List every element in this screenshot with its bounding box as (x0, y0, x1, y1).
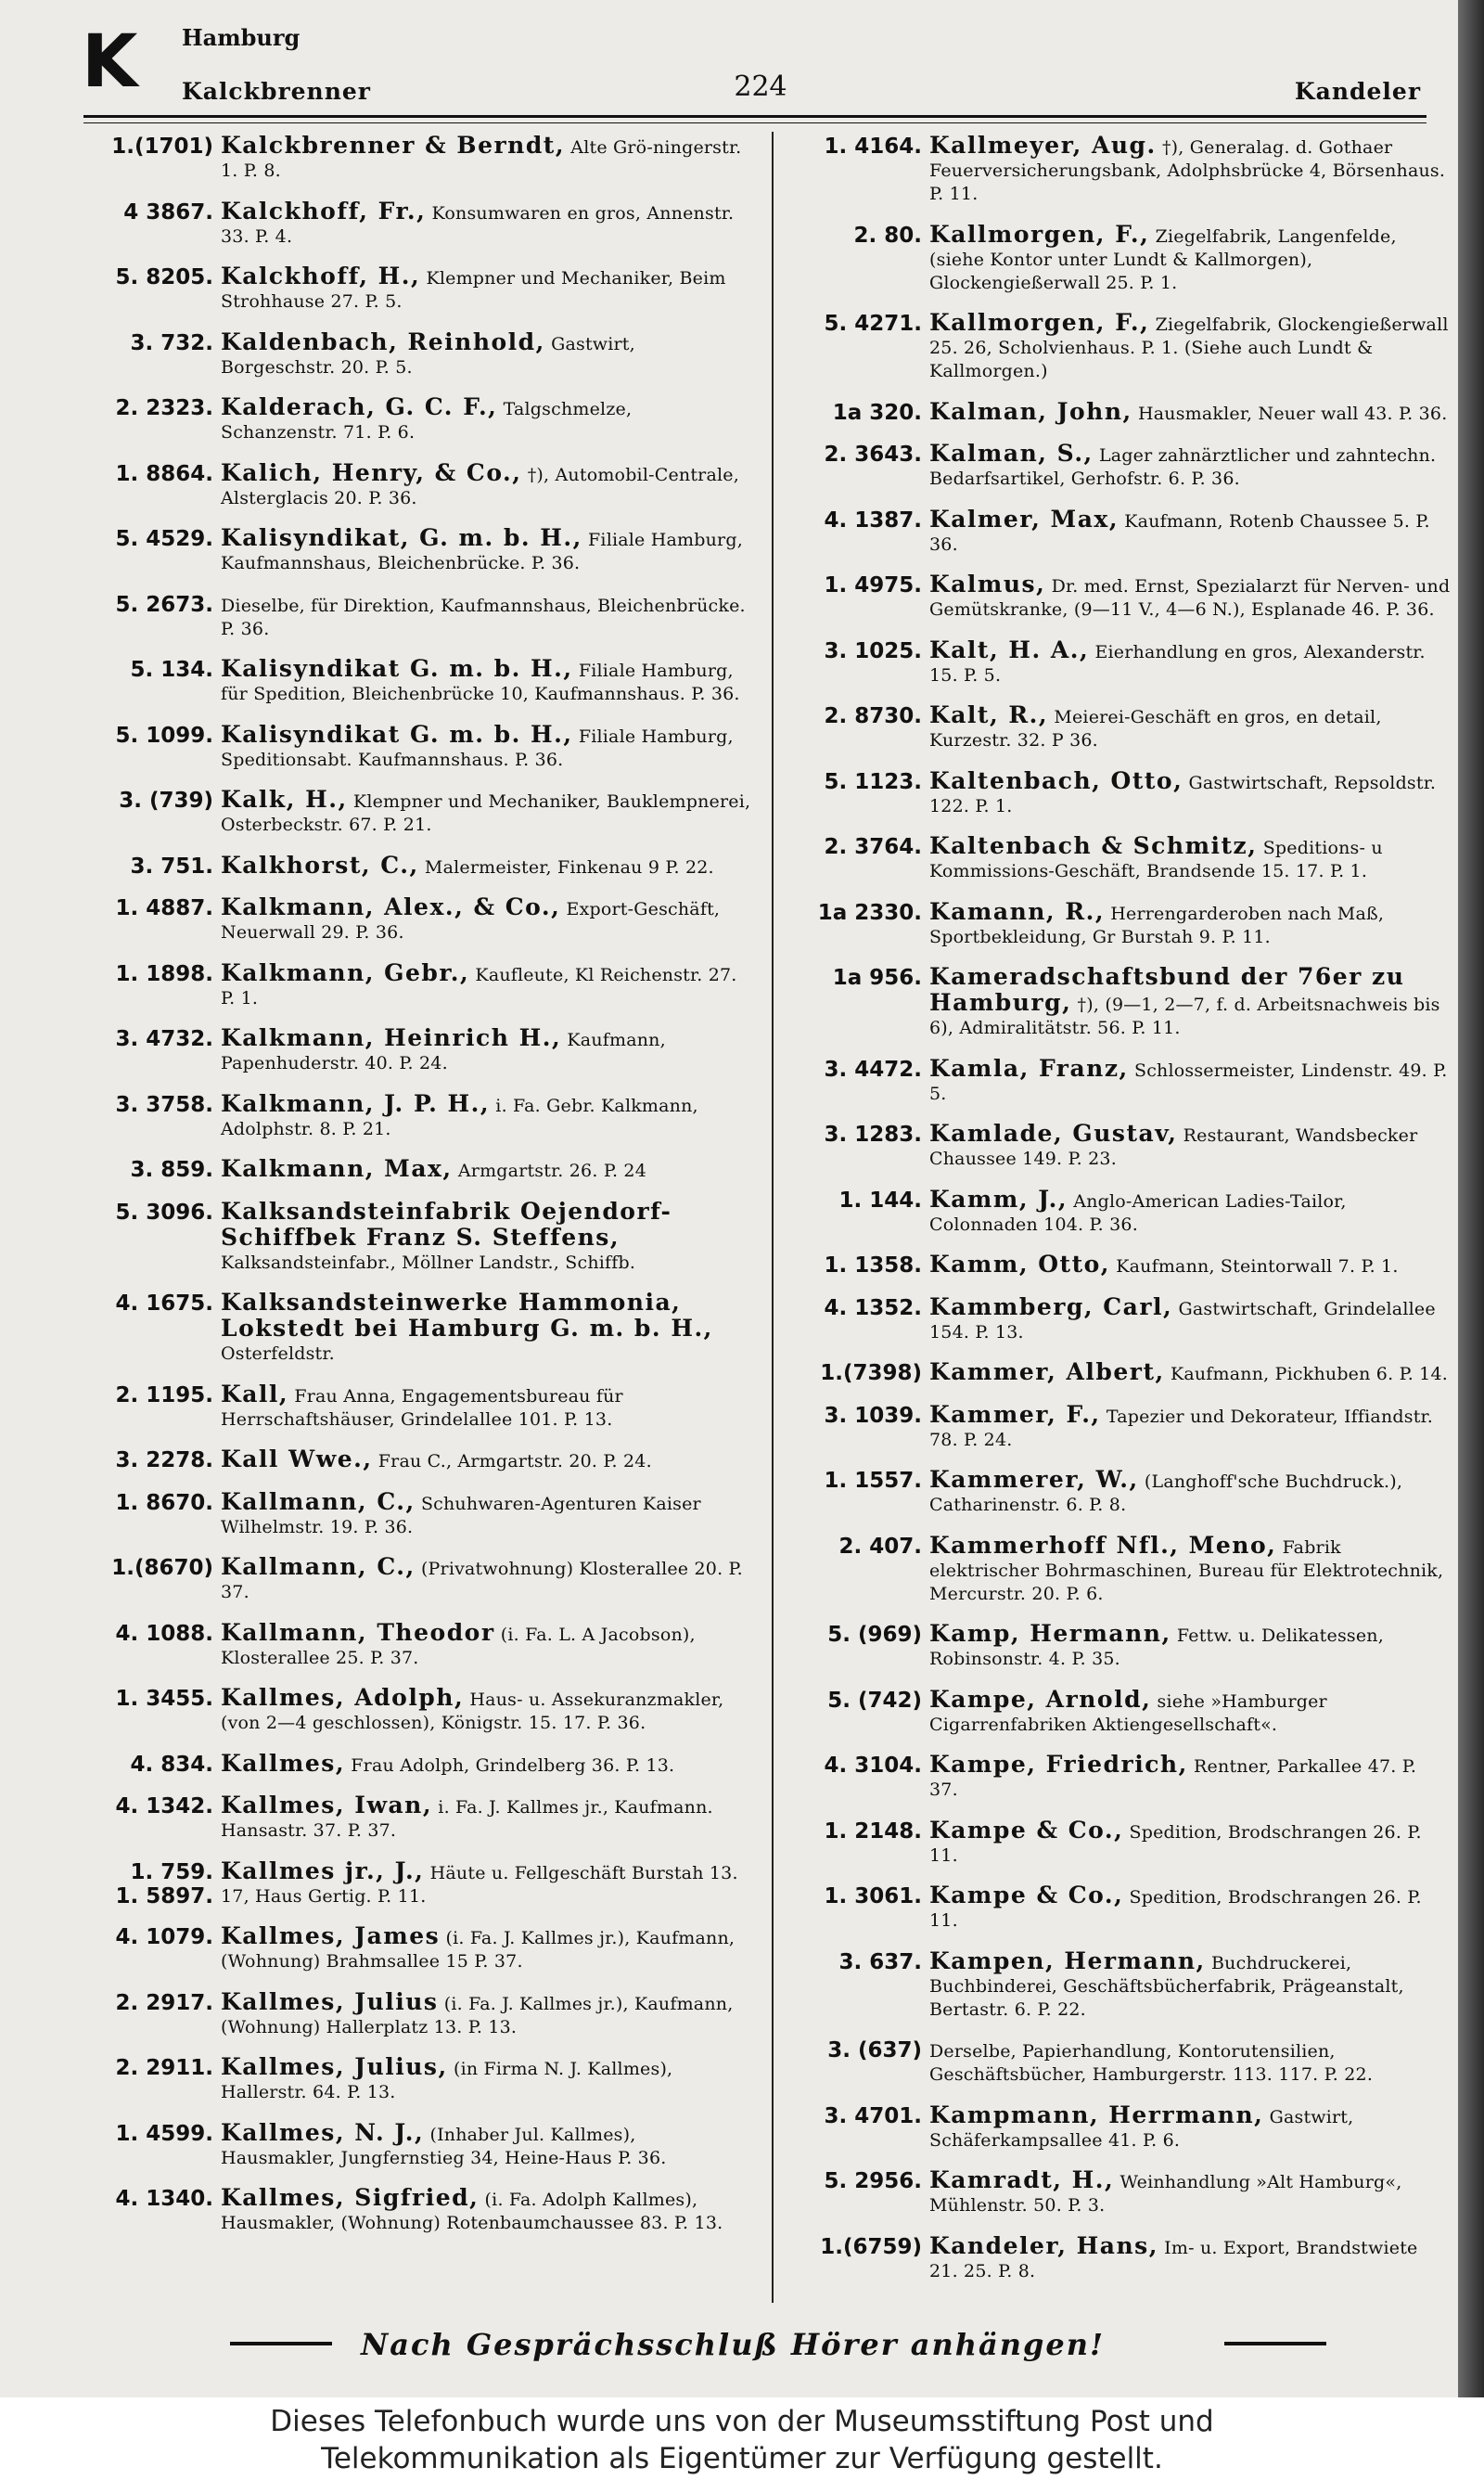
directory-entry (790, 134, 1451, 206)
directory-entry (82, 1618, 751, 1670)
subscriber-name: Kalt, H. A., (929, 636, 1090, 663)
subscriber-details: Dr. med. Ernst, Spezialarzt für Nerven- und Gemütskranke, (9—11 V., 4—6 N.), Esplanade 46. P. 36. (929, 576, 1451, 620)
subscriber-details: Frau Anna, Engagementsbureau für Herrschaftshäuser, Grindelallee 101. P. 13. (221, 1385, 623, 1430)
directory-entry (82, 330, 751, 379)
phone-number: 5. (969) (827, 1623, 922, 1647)
subscriber-details: Kaufmann, Rotenb Chaussee 5. P. 36. (929, 510, 1430, 555)
subscriber-details: Derselbe, Papierhandlung, Kontorutensilien, Geschäftsbücher, Hamburgerstr. 113. 117. P. 22. (929, 2041, 1374, 2085)
subscriber-details: Schuhwaren-Agenturen Kaiser Wilhelmstr. 19. P. 36. (221, 1493, 701, 1537)
phone-number: 1a 956. (832, 966, 922, 990)
phone-number: 3. 4472. (824, 1057, 922, 1082)
directory-entry (82, 657, 751, 706)
phone-number: 5. 2956. (824, 2169, 922, 2193)
directory-entry (82, 1026, 751, 1075)
phone-number: 2. 1195. (115, 1382, 213, 1407)
directory-entry (790, 1054, 1451, 1106)
footer-dash-right (1224, 2342, 1326, 2345)
header-rule (83, 115, 1426, 118)
subscriber-name: Kampen, Hermann, (929, 1947, 1206, 1974)
directory-entry (790, 834, 1451, 883)
subscriber-name: Kallmes, James (221, 1922, 441, 1949)
phone-number: 5. 1123. (824, 769, 922, 794)
phone-number: 4 3867. (123, 199, 213, 225)
phone-number: 3. 2278. (115, 1448, 213, 1472)
directory-entry (82, 1447, 751, 1473)
directory-entry (82, 1089, 751, 1141)
subscriber-details: Spedition, Brodschrangen 26. P. 11. (929, 1821, 1422, 1866)
subscriber-name: Kalkmann, Max, (221, 1155, 453, 1182)
subscriber-details: (Privatwohnung) Klosterallee 20. P. 37. (221, 1559, 743, 1602)
subscriber-name: Kallmorgen, F., (929, 220, 1150, 248)
subscriber-name: Kammerer, W., (929, 1466, 1139, 1493)
subscriber-details: Gastwirt, Borgeschstr. 20. P. 5. (221, 333, 635, 378)
phone-number: 3. 1283. (824, 1123, 922, 1147)
subscriber-name: Kalmus, (929, 571, 1046, 598)
directory-entry (790, 1685, 1451, 1737)
directory-entry (82, 895, 751, 944)
subscriber-details: Haus- u. Assekuranzmakler, (von 2—4 geschlossen), Königstr. 15. 17. P. 36. (221, 1690, 724, 1733)
phone-number: 5. 8205. (115, 265, 213, 289)
subscriber-details: Buchdruckerei, Buchbinderei, Geschäftsbücherfabrik, Prägeanstalt, Bertastr. 6. P. 22. (929, 1952, 1404, 2020)
directory-entry (790, 965, 1451, 1040)
subscriber-name: Kammer, Albert, (929, 1358, 1165, 1385)
directory-entry (790, 1531, 1451, 1606)
page-number: 224 (734, 71, 787, 103)
subscriber-name: Kamla, Franz, (929, 1054, 1129, 1082)
phone-number: 1. 4164. (824, 135, 922, 159)
directory-entry (82, 592, 751, 641)
subscriber-details: Eierhandlung en gros, Alexanderstr. 15. P. 5. (929, 641, 1426, 686)
subscriber-details: Ziegelfabrik, Langenfelde, (siehe Kontor unter Lundt & Kallmorgen), Glockengießerwall 25. P. 1. (929, 225, 1397, 293)
subscriber-details: Kaufleute, Kl Reichenstr. 27. P. 1. (221, 964, 737, 1009)
phone-number: 1.(7398) (820, 1361, 922, 1385)
subscriber-name: Kalk, H., (221, 786, 348, 813)
directory-entry (82, 1197, 751, 1275)
subscriber-details: Im- u. Export, Brandstwiete 21. 25. P. 8. (929, 2237, 1418, 2281)
phone-number: 2. 2917. (115, 1990, 213, 2015)
directory-entry (82, 526, 751, 575)
phone-number: 5. 1099. (115, 723, 213, 748)
directory-entry (790, 442, 1451, 491)
subscriber-details: Hausmakler, Neuer wall 43. P. 36. (1132, 403, 1448, 424)
subscriber-name: Kallmes, Sigfried, (221, 2184, 480, 2211)
directory-entry (790, 220, 1451, 295)
subscriber-name: Kallmes jr., J., (221, 1857, 425, 1884)
subscriber-details: Restaurant, Wandsbecker Chaussee 149. P. 23. (929, 1125, 1418, 1169)
directory-entry (790, 1122, 1451, 1171)
phone-number: 3. 4732. (115, 1027, 213, 1051)
phone-number: 3. 751. (130, 854, 213, 879)
directory-entry (82, 458, 751, 510)
phone-number: 1a 320. (832, 400, 922, 425)
directory-entry (82, 134, 751, 183)
subscriber-details: †), Automobil-Centrale, Alsterglacis 20. P. 36. (221, 464, 739, 508)
subscriber-details: Klempner und Mechaniker, Bauklempnerei, Osterbeckstr. 67. P. 21. (221, 791, 751, 835)
phone-number: 3. 3758. (115, 1092, 213, 1117)
phone-number: 5. (742) (827, 1688, 922, 1713)
subscriber-name: Kaltenbach, Otto, (929, 766, 1183, 794)
page-edge (1458, 0, 1484, 2397)
section-letter: K (82, 20, 138, 104)
phone-number: 5. 3096. (115, 1200, 213, 1225)
phone-number: 3. 637. (838, 1949, 922, 1974)
directory-entry (82, 1987, 751, 2039)
subscriber-name: Kalksandsteinwerke Hammonia, Lokstedt bei Hamburg G. m. b. H., (221, 1289, 713, 1342)
directory-entry (82, 264, 751, 314)
subscriber-details: Konsumwaren en gros, Annenstr. 33. P. 4. (221, 202, 735, 247)
subscriber-details: Ziegelfabrik, Glockengießerwall 25. 26, Scholvienhaus. P. 1. (Siehe auch Lundt & Kallmorgen.) (929, 315, 1449, 381)
header-rule-thin (83, 122, 1426, 123)
subscriber-details: Talgschmelze, Schanzenstr. 71. P. 6. (221, 399, 633, 443)
phone-number: 1.(8670) (111, 1556, 213, 1580)
directory-entry (82, 1793, 751, 1843)
directory-entry (790, 1360, 1451, 1386)
subscriber-name: Kalksandsteinfabrik Oejendorf-Schiffbek Franz S. Steffens, (221, 1197, 672, 1251)
subscriber-details: Armgartstr. 26. P. 24 (452, 1161, 647, 1181)
caption-line-2: Telekommunikation als Eigentümer zur Verfügung gestellt. (321, 2442, 1163, 2475)
subscriber-details: (i. Fa. J. Kallmes jr.), Kaufmann, (Wohnung) Hallerplatz 13. P. 13. (221, 1993, 734, 2037)
directory-entry (790, 572, 1451, 622)
directory-entry (790, 1883, 1451, 1933)
subscriber-name: Kalckhoff, Fr., (221, 197, 427, 225)
phone-number: 3. 1039. (824, 1403, 922, 1428)
directory-entry (82, 851, 751, 880)
subscriber-name: Kammer, F., (929, 1400, 1101, 1428)
subscriber-details: Gastwirt, Schäferkampsallee 41. P. 6. (929, 2106, 1354, 2151)
subscriber-name: Kamp, Hermann, (929, 1620, 1171, 1647)
column-divider (772, 132, 774, 2303)
subscriber-details: Kaufmann, Papenhuderstr. 40. P. 24. (221, 1030, 666, 1073)
subscriber-name: Kallmes, N. J., (221, 2118, 425, 2146)
subscriber-details: Herrengarderoben nach Maß, Sportbekleidung, Gr Burstah 9. P. 11. (929, 903, 1385, 947)
phone-number: 4. 834. (130, 1752, 213, 1777)
subscriber-details: Gastwirtschaft, Grindelallee 154. P. 13. (929, 1298, 1436, 1343)
subscriber-details: Filiale Hamburg, Speditionsabt. Kaufmannshaus. P. 36. (221, 726, 734, 770)
directory-entry (790, 2231, 1451, 2283)
directory-entry (82, 1686, 751, 1735)
directory-entry (790, 1753, 1451, 1802)
phone-number: 2. 2911. (115, 2056, 213, 2080)
directory-entry (82, 2186, 751, 2235)
phone-number: 1. 3061. (824, 1884, 922, 1908)
directory-entry (790, 2037, 1451, 2087)
directory-entry (82, 2118, 751, 2170)
subscriber-details: Export-Geschäft, Neuerwall 29. P. 36. (221, 899, 721, 943)
directory-entry (790, 1185, 1451, 1237)
directory-entry (82, 788, 751, 837)
subscriber-name: Kameradschaftsbund der 76er zu Hamburg, (929, 963, 1405, 1016)
phone-number: 5. 4271. (824, 312, 922, 336)
subscriber-details: Filiale Hamburg, für Spedition, Bleichenbrücke 10, Kaufmannshaus. P. 36. (221, 661, 740, 704)
subscriber-name: Kamradt, H., (929, 2166, 1115, 2193)
directory-entry (82, 1157, 751, 1183)
phone-number: 1.(1701) (111, 135, 213, 159)
subscriber-name: Kampe & Co., (929, 1882, 1124, 1908)
phone-number: 3. 4701. (824, 2103, 922, 2128)
subscriber-name: Kampe, Arnold, (929, 1685, 1152, 1713)
phone-number: 1. 8670. (115, 1490, 213, 1515)
subscriber-details: siehe »Hamburger Cigarrenfabriken Aktiengesellschaft«. (929, 1690, 1327, 1735)
phone-number: 2. 3643. (824, 443, 922, 467)
subscriber-details: Gastwirtschaft, Repsoldstr. 122. P. 1. (929, 772, 1437, 816)
subscriber-name: Kamlade, Gustav, (929, 1120, 1178, 1147)
subscriber-name: Kaltenbach & Schmitz, (929, 832, 1258, 859)
directory-entry (82, 199, 751, 249)
subscriber-details: (i. Fa. Adolph Kallmes), Hausmakler, (Wohnung) Rotenbaumchaussee 83. P. 13. (221, 2190, 723, 2233)
subscriber-name: Kalisyndikat, G. m. b. H., (221, 524, 582, 551)
phone-number: 1. 4887. (115, 896, 213, 920)
subscriber-name: Kampmann, Herrmann, (929, 2101, 1264, 2128)
subscriber-name: Kalkmann, Heinrich H., (221, 1024, 562, 1051)
subscriber-details: Alte Grö-ningerstr. 1. P. 8. (221, 137, 742, 181)
directory-entry (790, 1468, 1451, 1517)
phone-number: 3. 732. (130, 330, 213, 355)
phone-number: 1.(6759) (820, 2234, 922, 2259)
subscriber-details: (Inhaber Jul. Kallmes), Hausmakler, Jungfernstieg 34, Heine-Haus P. 36. (221, 2124, 667, 2168)
directory-entry (82, 2055, 751, 2104)
directory-entry (790, 1292, 1451, 1344)
subscriber-details: Anglo-American Ladies-Tailor, Colonnaden 104. P. 36. (929, 1190, 1347, 1235)
subscriber-name: Kalckhoff, H., (221, 263, 421, 289)
phone-number: 1. 8864. (115, 461, 213, 486)
directory-entry (790, 2168, 1451, 2217)
phone-number: 4. 1675. (115, 1291, 213, 1316)
subscriber-details: Lager zahnärztlicher und zahntechn. Bedarfsartikel, Gerhofstr. 6. P. 36. (929, 445, 1437, 489)
left-column (82, 134, 751, 2252)
footer-notice: Nach Gesprächsschluß Hörer anhängen! (360, 2327, 1106, 2362)
directory-entry (82, 1924, 751, 1973)
subscriber-name: Kammberg, Carl, (929, 1292, 1173, 1320)
phone-number: 2. 80. (853, 223, 922, 248)
subscriber-details: Filiale Hamburg, Kaufmannshaus, Bleichenbrücke. P. 36. (221, 530, 743, 573)
subscriber-name: Kallmorgen, F., (929, 309, 1150, 336)
subscriber-name: Kallmeyer, Aug. (929, 132, 1157, 159)
subscriber-name: Kammerhoff Nfl., Meno, (929, 1531, 1277, 1559)
subscriber-details: †), (9—1, 2—7, f. d. Arbeitsnachweis bis 6), Admiralitätstr. 56. P. 11. (929, 995, 1440, 1038)
phone-number: 1. 3455. (115, 1687, 213, 1711)
subscriber-name: Kallmes, Adolph, (221, 1684, 465, 1711)
phone-number: 1. 4599. (115, 2121, 213, 2146)
directory-entry (790, 638, 1451, 687)
directory-entry (790, 1622, 1451, 1671)
directory-entry (82, 1382, 751, 1432)
subscriber-name: Kallmann, C., (221, 1553, 416, 1580)
subscriber-details: Malermeister, Finkenau 9 P. 22. (418, 856, 714, 878)
subscriber-details: Häute u. Fellgeschäft Burstah 13. 17, Haus Gertig. P. 11. (221, 1862, 738, 1907)
directory-entry (82, 720, 751, 772)
subscriber-details: Kaufmann, Steintorwall 7. P. 1. (1110, 1256, 1399, 1277)
subscriber-name: Kallmes, (221, 1749, 346, 1777)
subscriber-name: Kampe & Co., (929, 1816, 1124, 1844)
phone-number: 3. (739) (119, 789, 213, 813)
subscriber-name: Kalman, S., (929, 440, 1094, 467)
subscriber-name: Kamm, Otto, (929, 1251, 1110, 1278)
subscriber-name: Kall, (221, 1380, 289, 1407)
subscriber-details: Dieselbe, für Direktion, Kaufmannshaus, Bleichenbrücke. P. 36. (221, 595, 746, 639)
subscriber-details: (i. Fa. J. Kallmes jr.), Kaufmann, (Wohnung) Brahmsallee 15 P. 37. (221, 1928, 736, 1972)
phone-number: 5. 4529. (115, 527, 213, 551)
subscriber-details: Fabrik elektrischer Bohrmaschinen, Bureau für Elektrotechnik, Mercurstr. 20. P. 6. (929, 1536, 1444, 1604)
subscriber-name: Kamm, J., (929, 1185, 1068, 1213)
phone-number: 2. 3764. (824, 835, 922, 859)
subscriber-name: Kalkhorst, C., (221, 851, 419, 879)
directory-entry (790, 311, 1451, 383)
phone-number: 2. 8730. (824, 704, 922, 728)
subscriber-name: Kallmes, Julius (221, 1987, 439, 2015)
subscriber-details: (i. Fa. L. A Jacobson), Klosterallee 25. P. 37. (221, 1624, 696, 1668)
phone-number: 4. 1387. (824, 508, 922, 533)
subscriber-name: Kallmes, Iwan, (221, 1792, 433, 1818)
city-name: Hamburg (182, 24, 301, 51)
subscriber-details: (Langhoff'sche Buchdruck.), Catharinenstr. 6. P. 8. (929, 1471, 1403, 1515)
phone-number: 4. 1340. (115, 2187, 213, 2211)
subscriber-details: †), Generalag. d. Gothaer Feuerversicherungsbank, Adolphsbrücke 4, Börsenhaus. P. 11. (929, 137, 1446, 204)
subscriber-details: Rentner, Parkallee 47. P. 37. (929, 1756, 1417, 1800)
subscriber-name: Kaldenbach, Reinhold, (221, 328, 545, 355)
phone-number: 1. 144. (838, 1188, 922, 1213)
subscriber-name: Kallmes, Julius, (221, 2053, 448, 2080)
subscriber-name: Kalkmann, Gebr., (221, 958, 470, 986)
subscriber-name: Kampe, Friedrich, (929, 1751, 1188, 1778)
phone-number: 4. 1088. (115, 1621, 213, 1646)
subscriber-name: Kalmer, Max, (929, 505, 1119, 533)
phone-number: 5. 134. (130, 658, 213, 682)
phone-number: 1. 4975. (824, 573, 922, 598)
subscriber-name: Kallmann, Theodor (221, 1618, 495, 1646)
directory-entry (82, 1291, 751, 1366)
subscriber-name: Kalkmann, Alex., & Co., (221, 893, 561, 920)
directory-entry (82, 1487, 751, 1539)
subscriber-name: Kandeler, Hans, (929, 2231, 1158, 2259)
subscriber-name: Kalisyndikat G. m. b. H., (221, 720, 573, 748)
subscriber-name: Kalt, R., (929, 701, 1049, 728)
phone-number: 1. 1898. (115, 961, 213, 986)
directory-entry (790, 1949, 1451, 2022)
subscriber-name: Kalman, John, (929, 397, 1132, 425)
subscriber-details: Kaufmann, Pickhuben 6. P. 14. (1164, 1364, 1448, 1384)
phone-number: 4. 1352. (824, 1295, 922, 1320)
subscriber-details: Schlossermeister, Lindenstr. 49. P. 5. (929, 1060, 1448, 1104)
subscriber-details: Weinhandlung »Alt Hamburg«, Mühlenstr. 50. P. 3. (929, 2172, 1402, 2216)
directory-entry (82, 1749, 751, 1778)
last-entry-heading: Kandeler (1294, 78, 1421, 105)
subscriber-name: Kalkmann, J. P. H., (221, 1089, 491, 1117)
phone-number: 4. 3104. (824, 1754, 922, 1778)
first-entry-heading: Kalckbrenner (182, 78, 371, 105)
subscriber-details: i. Fa. Gebr. Kalkmann, Adolphstr. 8. P. 21. (221, 1095, 698, 1139)
subscriber-name: Kall Wwe., (221, 1446, 373, 1472)
subscriber-details: i. Fa. J. Kallmes jr., Kaufmann. Hansastr. 37. P. 37. (221, 1797, 713, 1841)
phone-number: 1. 1358. (824, 1253, 922, 1278)
phone-number: 4. 1342. (115, 1794, 213, 1818)
directory-entry (790, 1400, 1451, 1452)
directory-entry (82, 1859, 751, 1908)
phone-number: 1a 2330. (817, 900, 922, 925)
phone-number: 2. 2323. (115, 396, 213, 420)
phone-number: 1. 1557. (824, 1469, 922, 1493)
subscriber-name: Kamann, R., (929, 897, 1106, 925)
subscriber-name: Kalckbrenner & Berndt, (221, 132, 566, 159)
caption-line-1: Dieses Telefonbuch wurde uns von der Museumsstiftung Post und (270, 2405, 1214, 2438)
subscriber-details: Frau Adolph, Grindelberg 36. P. 13. (345, 1754, 675, 1776)
directory-entry (790, 1253, 1451, 1279)
phone-number: 1. 2148. (824, 1818, 922, 1844)
directory-entry (790, 2103, 1451, 2152)
subscriber-details: Osterfeldstr. (221, 1343, 335, 1364)
phone-number: 3. 859. (130, 1158, 213, 1182)
phone-number: 3. 1025. (824, 638, 922, 663)
subscriber-name: Kallmann, C., (221, 1487, 416, 1515)
subscriber-details: Speditions- u Kommissions-Geschäft, Brandsende 15. 17. P. 1. (929, 838, 1383, 881)
directory-entry (790, 397, 1451, 426)
phone-number: 4. 1079. (115, 1925, 213, 1949)
subscriber-name: Kalderach, G. C. F., (221, 393, 498, 420)
directory-entry (790, 703, 1451, 752)
ownership-caption (0, 2397, 1484, 2480)
phone-number: 1. 759. 1. 5897. (115, 1859, 213, 1908)
subscriber-details: (in Firma N. J. Kallmes), Hallerstr. 64. P. 13. (221, 2059, 673, 2102)
subscriber-details: Klempner und Mechaniker, Beim Strohhause 27. P. 5. (221, 268, 726, 312)
phone-number: 5. 2673. (115, 592, 213, 617)
subscriber-name: Kalisyndikat G. m. b. H., (221, 655, 573, 682)
directory-entry (82, 958, 751, 1010)
directory-entry (790, 897, 1451, 949)
directory-entry (790, 766, 1451, 818)
directory-entry (790, 505, 1451, 557)
subscriber-details: Fettw. u. Delikatessen, Robinsonstr. 4. P. 35. (929, 1625, 1384, 1669)
subscriber-details: Tapezier und Dekorateur, Iffiandstr. 78. P. 24. (929, 1406, 1433, 1450)
subscriber-details: Meierei-Geschäft en gros, en detail, Kurzestr. 32. P 36. (929, 707, 1382, 751)
subscriber-name: Kalich, Henry, & Co., (221, 458, 522, 486)
right-column (790, 134, 1451, 2299)
subscriber-details: Kalksandsteinfabr., Möllner Landstr., Schiffb. (221, 1252, 636, 1273)
phone-number: 2. 407. (838, 1534, 922, 1559)
subscriber-details: Spedition, Brodschrangen 26. P. 11. (929, 1887, 1422, 1931)
directory-entry (790, 1818, 1451, 1868)
directory-entry (82, 395, 751, 444)
directory-entry (82, 1555, 751, 1604)
phone-number: 3. (637) (827, 2038, 922, 2062)
subscriber-details: Frau C., Armgartstr. 20. P. 24. (372, 1451, 652, 1471)
